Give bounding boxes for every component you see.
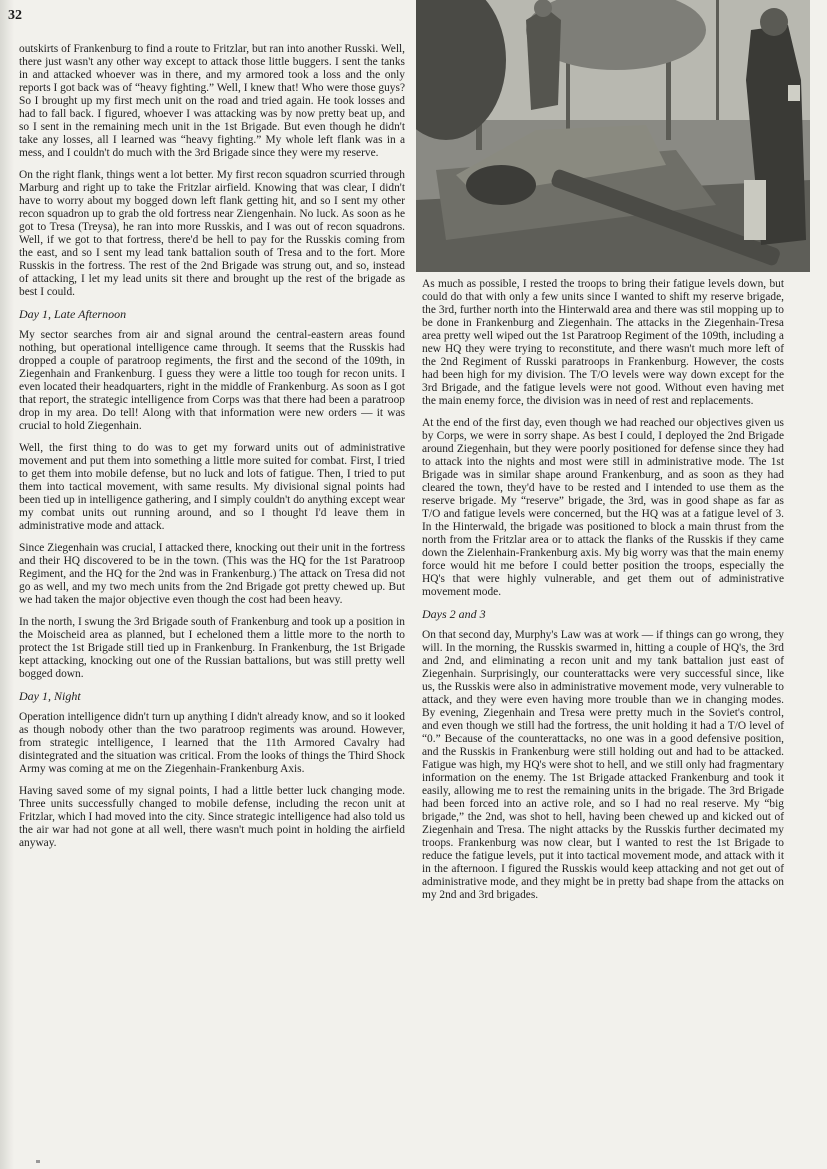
left-column (19, 43, 405, 859)
paragraph: At the end of the first day, even though we had reached our objectives given us by Corps, we were in sorry shape. As best I could, I deployed the 2nd Brigade around Ziegenhain, but they were poorly positioned for defense since they had to attack into the nights and most were still in administrative mode. The 1st Brigade was in similar shape around Frankenburg, and as soon as they had cleared the town, they'd have to be rested and I intended to use them as the reserve brigade. My “reserve” brigade, the 3rd, was in good shape as far as T/O and fatigue levels were concerned, but the HQ was at a fatigue level of 3. In the Hinterwald, the brigade was positioned to block a main thrust from the north from the Fritzlar area or to attack the flanks of the Russkis if they came down the Zielenhain-Frankenburg axis. My big worry was that the main enemy force would hit me before I could better position the troops, especially the HQ's that were highly vulnerable, and get them out of administrative movement mode. (422, 417, 784, 598)
page-gutter-shadow (0, 0, 14, 1169)
tank-photo-illustration (416, 0, 810, 272)
paper-speck (36, 1160, 40, 1163)
paragraph: Having saved some of my signal points, I had a little better luck changing mode. Three units successfully changed to mobile defense, including the recon unit at Fritzlar, which I had moved into the city. Since strategic intelligence had also told us the air war had not gone at all well, there wasn't much point in holding the airfield anyway. (19, 785, 405, 849)
paragraph: On that second day, Murphy's Law was at work — if things can go wrong, they will. In the morning, the Russkis swarmed in, hitting a couple of HQ's, the 3rd and 2nd, and eliminating a recon unit and my tank battalion just east of Ziegenhain. Surprisingly, our counterattacks were very successful since, like us, the Russkis were also in administrative movement mode, very vulnerable to attack, and they were even having more trouble than we in changing modes. By evening, Ziegenhain and Tresa were pretty much in the Soviet's control, and even though we still had the fortress, the unit holding it had a T/O level of “0.” Because of the counterattacks, no one was in a good defensive position, and the Russkis in Frankenburg were still holding out and had to be attacked. Fatigue was high, my HQ's were shot to hell, and we still only had fragmentary information on the enemy. The 1st Brigade attacked Frankenburg and took it easily, allowing me to rest the remaining units in the brigade. The 3rd Brigade had been forced into an active role, and so I had no real reserve. My “big brigade,” the 2nd, was shot to hell, having been chewed up and kicked out of Ziegenhain and Tresa. The night attacks by the Russkis further decimated my troops. Frankenburg was now clear, but I wanted to rest the 1st Brigade to reduce the fatigue levels, put it into tactical movement mode, and attack with it in the afternoon. I figured the Russkis would keep attacking and not get out of administrative mode, and they might be in pretty bad shape from the attacks on my 2nd and 3rd brigades. (422, 629, 784, 901)
paragraph: My sector searches from air and signal around the central-eastern areas found nothing, but operational intelligence came through. It seems that the Russkis had dropped a couple of paratroop regiments, the first and the second of the 109th, in Ziegenhain and Frankenburg. I guess they were a little too tough for recon units. I even located their headquarters, right in the middle of Frankenburg. As soon as I got that report, the strategic intelligence from Corps was that there had been a paratroop drop in my area. Do tell! Along with that information were new orders — it was crucial to hold Ziegenhain. (19, 329, 405, 432)
section-heading: Day 1, Night (19, 689, 81, 703)
paragraph: Well, the first thing to do was to get my forward units out of administrative movement and put them into something a little more suited for combat. First, I tried to get them into mobile defense, but no luck and lots of fatigue. Then, I tried to put them into tactical movement, with same results. My divisional signal points had been tied up in intelligence gathering, and I simply couldn't do anything except wear my combat units out running around, and so I thought I'd leave them in administrative mode and attack. (19, 442, 405, 532)
section-heading: Days 2 and 3 (422, 607, 486, 621)
section-heading: Day 1, Late Afternoon (19, 307, 127, 321)
right-column (422, 278, 784, 911)
paragraph: On the right flank, things went a lot better. My first recon squadron scurried through Marburg and right up to take the Fritzlar airfield. Knowing that was clear, I didn't have to worry about my bogged down left flank getting hit, and so I sent my other recon squadron up to grab the old fortress near Ziengenhain. No luck. As soon as he got to Tresa (Treysa), he ran into more Russkis, and I was out of recon squadrons. Well, if we got to that fortress, there'd be hell to pay for the Russkis coming from the east, and so I sent my lead tank battalion south of Tresa and to the fort. More Russkis in the fortress. The rest of the 2nd Brigade was strung out, and so, instead of attacking, I let my lead units sit there and brought up the rest of the brigade as best I could. (19, 169, 405, 298)
paragraph: outskirts of Frankenburg to find a route to Fritzlar, but ran into another Russki. Well, there just wasn't any other way except to attack those little buggers. I sent the tanks in and attacked whoever was in there, and my armored took a loss and the only reports I got back was of “heavy fighting.” Well, I knew that! Who were those guys? So I brought up my first mech unit on the road and tried again. He took losses and had to fall back. I figured, whoever I was attacking was by now pretty beat up, and so I sent in the remaining mech unit in the 1st Brigade. But even though he didn't take any losses, all I learned was “heavy fighting.” My whole left flank was in a mess, and I couldn't do much with the 3rd Brigade since they were my reserve. (19, 43, 405, 159)
paragraph: Operation intelligence didn't turn up anything I didn't already know, and so it looked as though nobody other than the two paratroop regiments was around. However, from strategic intelligence, I learned that the 11th Armored Cavalry had disintegrated and the situation was critical. From the looks of things the Third Shock Army was coming at me on the Ziegenhain-Frankenburg Axis. (19, 711, 405, 775)
paragraph: As much as possible, I rested the troops to bring their fatigue levels down, but could do that with only a few units since I wanted to shift my reserve brigade, the 3rd, further north into the Hinterwald area and there was stil mopping up to be done in Frankenburg and Ziegenhain. The attacks in the Ziegenhain-Tresa area pretty well wiped out the 1st Paratroop Regiment of the 109th, including a new HQ they were trying to reconstitute, and there wasn't much more left of the 2nd Regiment of Russki paratroops in Frankenburg. However, the costs had been high for my division. The T/O levels were way down except for the 3rd Brigade, and the fatigue levels were not good. Without even having met the main enemy force, the division was in need of rest and replacements. (422, 278, 784, 407)
paragraph: In the north, I swung the 3rd Brigade south of Frankenburg and took up a position in the Moischeid area as planned, but I echeloned them a little more to the north to protect the 1st Brigade still tied up in Frankenburg. In Frankenburg, the 1st Brigade kept attacking, knocking out one of the Russian battalions, but was still pretty well bogged down. (19, 616, 405, 680)
paragraph: Since Ziegenhain was crucial, I attacked there, knocking out their unit in the fortress and their HQ discovered to be in the town. (This was the HQ for the 1st Paratroop Regiment, and the HQ for the 2nd was in Frankenburg.) The attack on Tresa did not go as well, and my two mech units from the 2nd Brigade got pretty chewed up. But we had taken the major objective even though the cost had been heavy. (19, 542, 405, 606)
tank-photo (416, 0, 810, 272)
page-number: 32 (8, 8, 22, 23)
